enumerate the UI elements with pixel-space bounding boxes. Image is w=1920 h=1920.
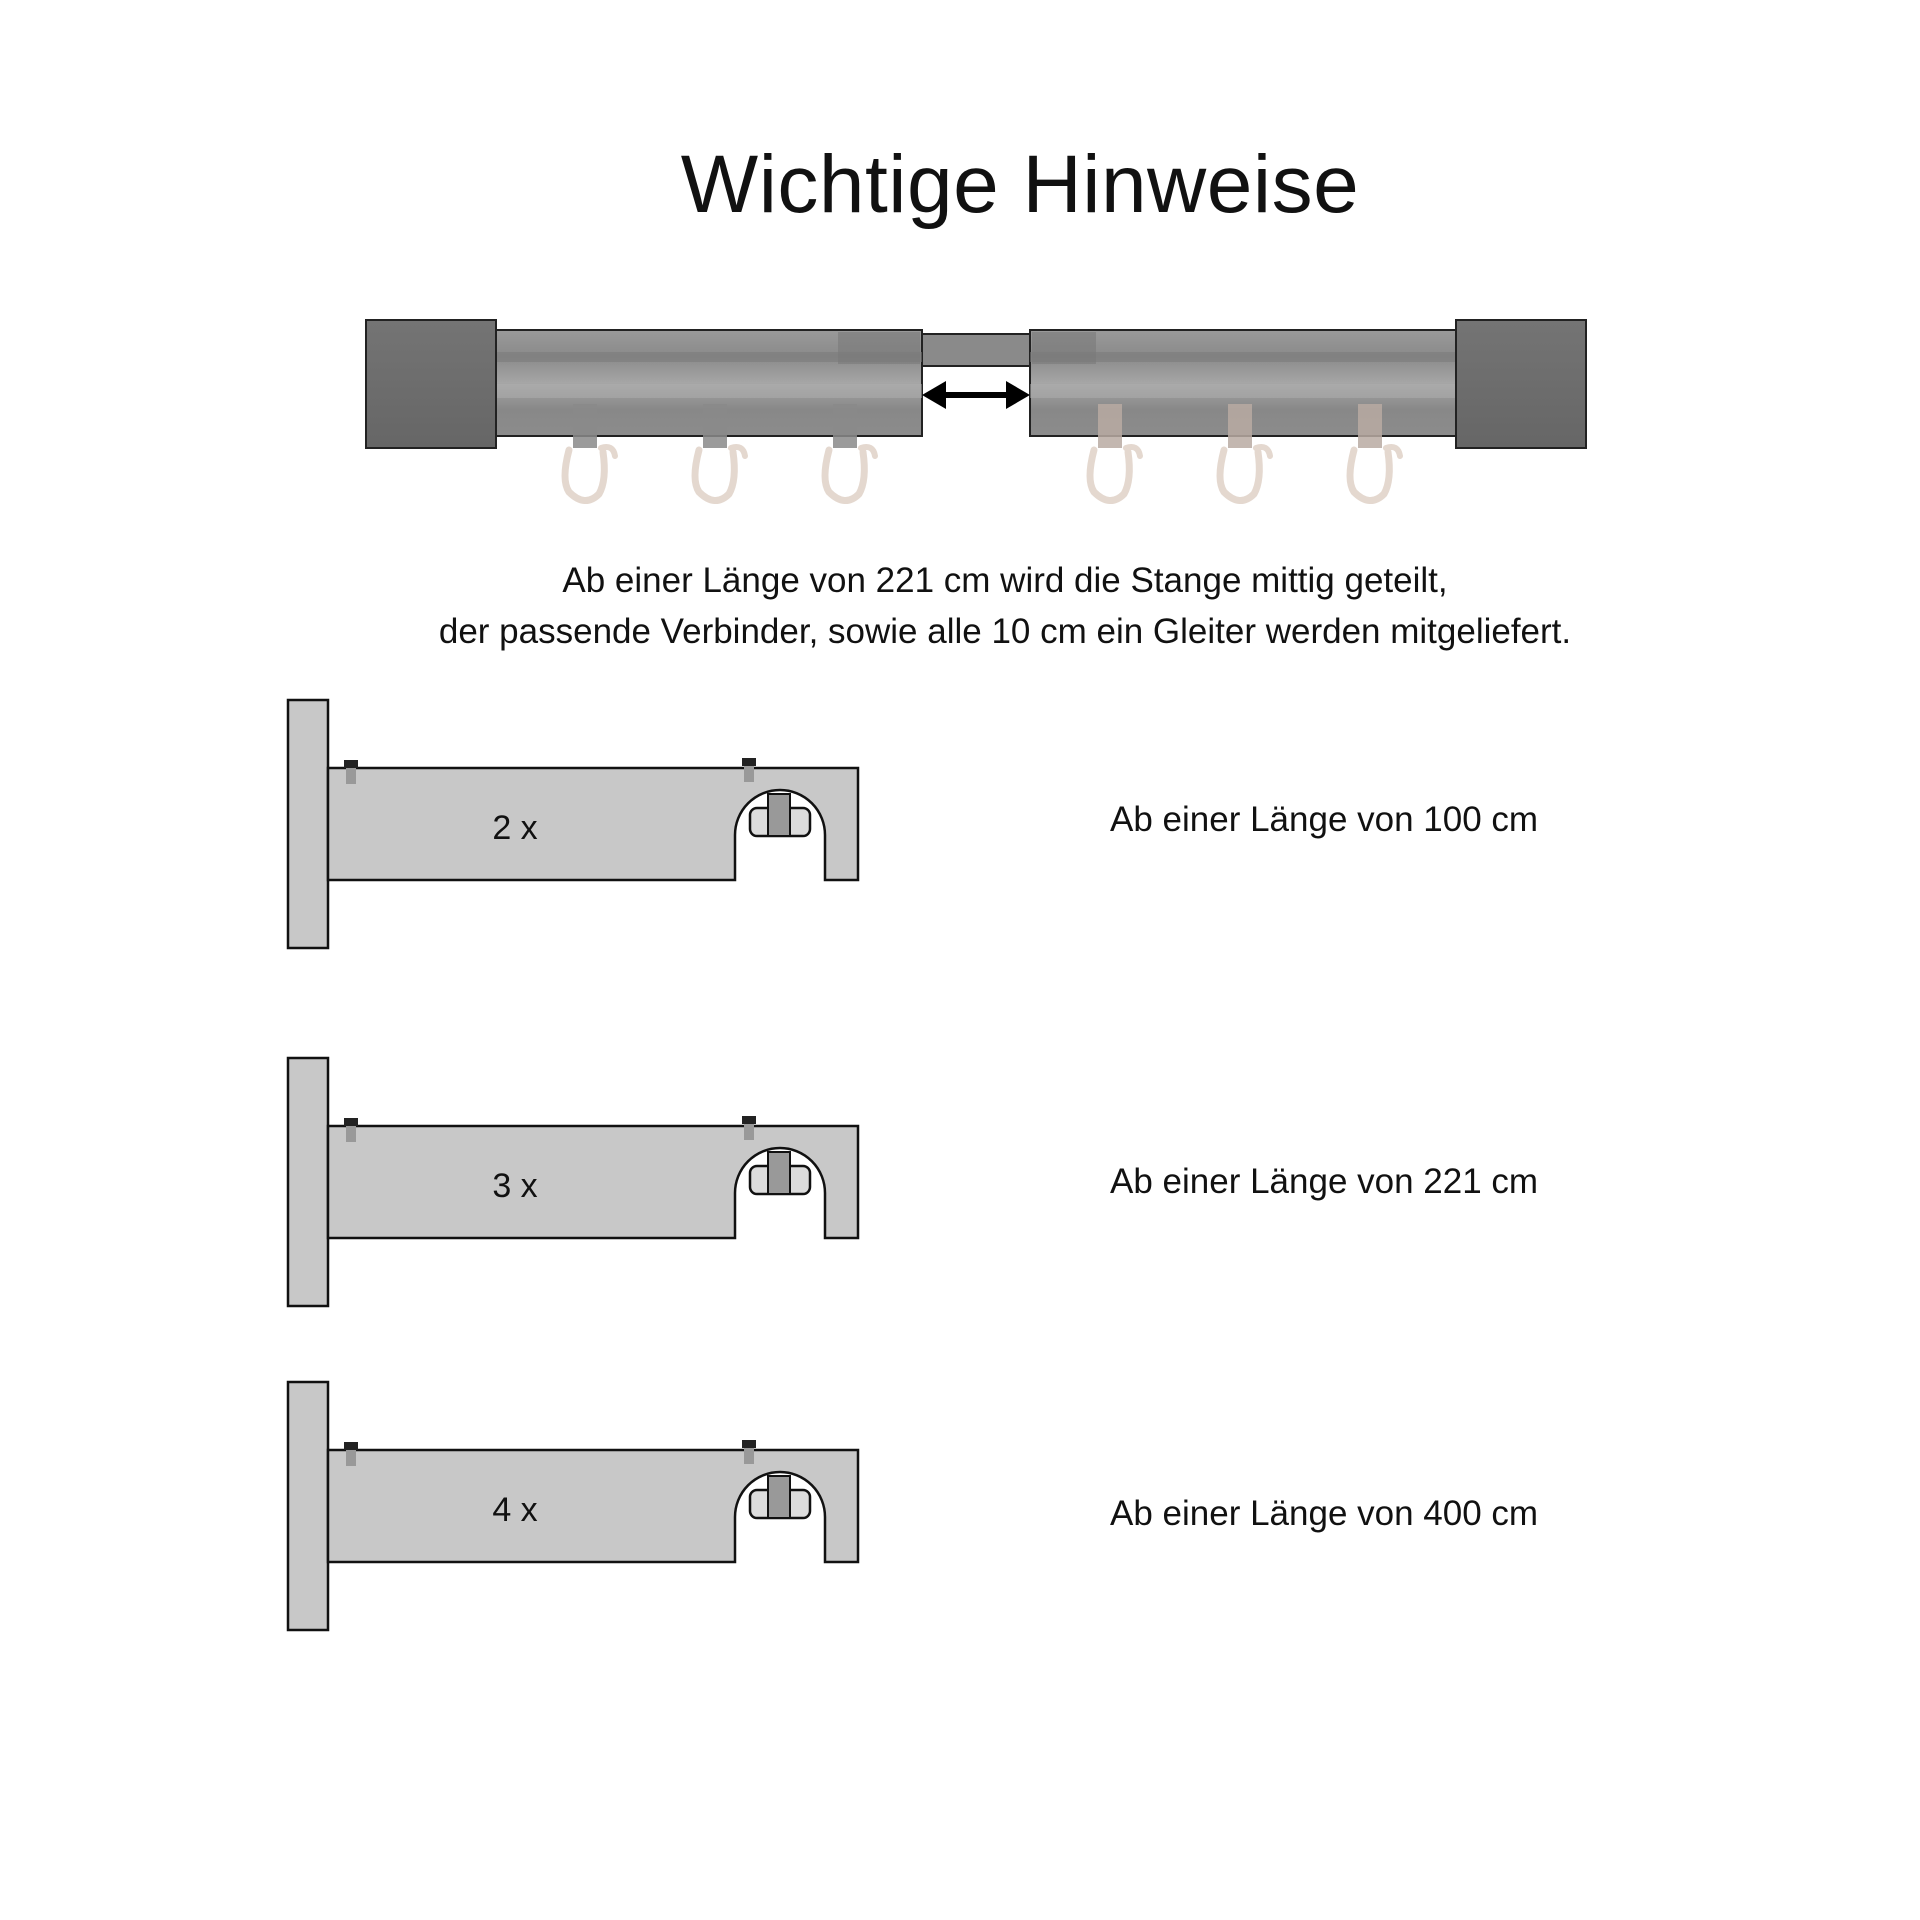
bracket-count: 3 x: [492, 1167, 538, 1205]
curtain-rod-diagram: [0, 0, 1920, 520]
bracket-label-1: Ab einer Länge von 100 cm: [1110, 800, 1539, 839]
wall-bracket-2: [280, 1048, 880, 1318]
page-title: Wichtige Hinweise: [680, 139, 1360, 230]
bracket-count: 4 x: [492, 1491, 538, 1529]
info-text: [0, 555, 1920, 657]
end-cap-right: [1456, 320, 1586, 448]
double-arrow-icon: [922, 381, 1030, 409]
bracket-label-2: Ab einer Länge von 221 cm: [1110, 1162, 1539, 1201]
wall-bracket-1: [280, 690, 880, 960]
bracket-count: 2 x: [492, 809, 538, 847]
info-line-1: Ab einer Länge von 221 cm wird die Stange mittig geteilt,: [562, 561, 1448, 600]
wall-bracket-3: [280, 1372, 880, 1642]
info-line-2: der passende Verbinder, sowie alle 10 cm ein Gleiter werden mitgeliefert.: [438, 612, 1572, 651]
end-cap-left: [366, 320, 496, 448]
rod-connector: [918, 334, 1034, 366]
bracket-label-3: Ab einer Länge von 400 cm: [1110, 1494, 1539, 1533]
